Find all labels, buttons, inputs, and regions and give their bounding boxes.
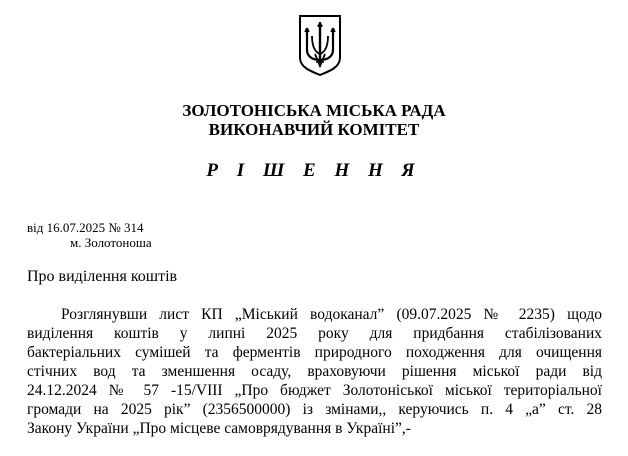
body-line: Закону України „Про місцеве самоврядування в Україні”,- bbox=[27, 420, 411, 437]
document-type-title: Р І Ш Е Н Н Я bbox=[206, 160, 422, 181]
body-line: громади на 2025 рік” (2356500000) із змінами,, керуючись п. 4 „а” ст. 28 bbox=[27, 401, 602, 418]
committee-name: ВИКОНАВЧИЙ КОМІТЕТ bbox=[208, 120, 420, 139]
decision-body bbox=[27, 305, 602, 438]
body-line: 24.12.2024 № 57 -15/VIII „Про бюджет Золотоніської міської територіальної bbox=[27, 382, 602, 399]
body-line: Розглянувши лист КП „Міський водоканал” (09.07.2025 № 2235) щодо bbox=[61, 306, 602, 323]
decision-subject: Про виділення коштів bbox=[27, 268, 178, 285]
trident-emblem-icon bbox=[298, 14, 342, 76]
council-name: ЗОЛОТОНІСЬКА МІСЬКА РАДА bbox=[182, 101, 446, 120]
body-line: бактеріальних сумішей та ферментів природного походження для очищення bbox=[27, 344, 602, 361]
decision-city: м. Золотоноша bbox=[70, 235, 152, 250]
decision-date-number: від 16.07.2025 № 314 bbox=[27, 220, 144, 235]
body-line: стічних вод та зменшення осаду, враховуючи рішення міської ради від bbox=[27, 363, 602, 380]
body-line: виділення коштів у липні 2025 року для придбання стабілізованих bbox=[27, 325, 602, 342]
